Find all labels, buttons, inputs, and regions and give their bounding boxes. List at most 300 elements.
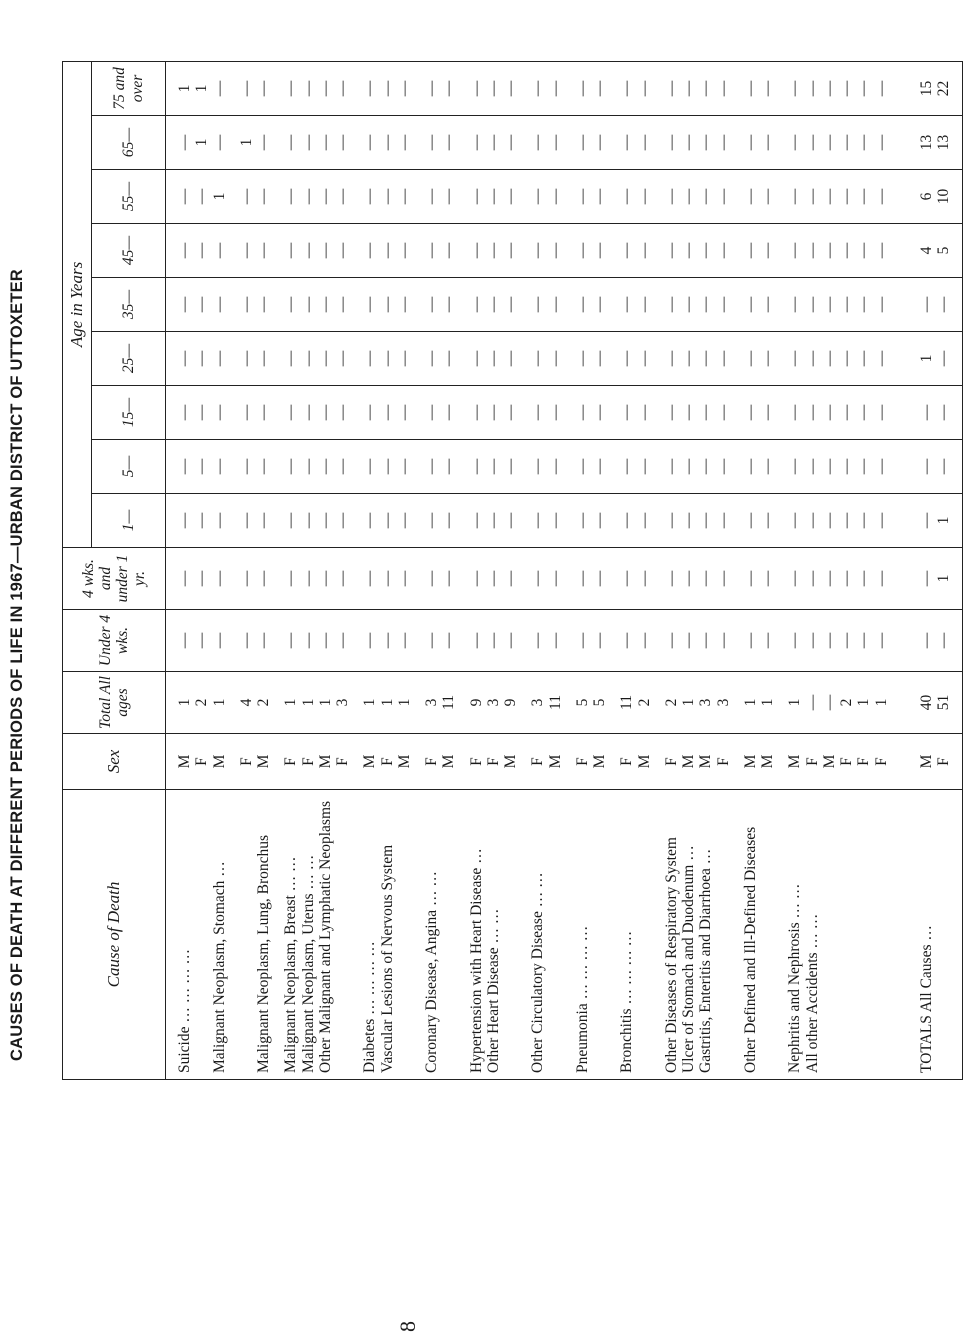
count-value: — [917,458,935,475]
count-value: — [697,242,715,259]
count-value: — [714,512,732,529]
count-value: 2 [193,698,211,707]
count-value: — [334,570,351,587]
count-value: — [714,188,732,205]
count-value: — [316,80,334,97]
count-value: — [546,404,564,421]
header-age: 1— [92,494,166,548]
row-gap [653,548,663,609]
row-gap [272,386,282,439]
sex-value: M [759,754,776,769]
row-gap [228,610,238,671]
row-gap [413,610,423,671]
count-value: 1 [299,698,317,707]
sex-value: F [334,757,351,766]
count-value: 1 [193,84,211,93]
row-gap [458,790,468,1079]
row-gap [458,62,468,115]
count-value: — [680,404,697,421]
row-gap [458,440,468,493]
count-value: — [786,404,804,421]
row-gap [952,278,962,331]
count-value: — [316,570,334,587]
count-value: — [467,296,485,313]
row-gap [608,494,618,547]
count-value: — [618,570,636,587]
count-value: — [378,458,396,475]
count-value: — [680,350,697,367]
count-value: 2 [662,698,680,707]
row-gap [890,440,918,493]
count-value: — [176,350,193,367]
count-value: — [440,632,458,649]
count-value: — [803,694,821,711]
count-value: — [361,404,379,421]
sex-value: M [395,754,413,769]
sex-value: F [618,757,636,766]
row-gap [564,734,574,789]
count-value: — [299,512,317,529]
count-value: — [440,296,458,313]
count-value: — [546,632,564,649]
count-value: — [872,458,890,475]
count-value: 2 [255,698,272,707]
count-value: — [395,458,413,475]
header-age: 75 and over [92,61,166,115]
row-gap [351,790,361,1079]
count-value: — [573,570,591,587]
sex-value: M [361,754,379,769]
count-value: — [714,80,732,97]
count-value: — [237,570,255,587]
sex-value: F [484,757,502,766]
row-gap [776,332,786,385]
count-value: — [741,570,759,587]
count-value: — [855,404,873,421]
row-gap [732,734,742,789]
count-value: — [662,570,680,587]
count-value: — [210,404,228,421]
count-value: — [502,134,519,151]
count-value: — [759,134,776,151]
count-value: — [662,632,680,649]
cause-label: Pneumonia … … … … [573,925,591,1073]
count-value: — [423,188,440,205]
count-value: — [591,296,608,313]
cause-label: Malignant Neoplasm, Breast … … [282,856,300,1073]
cause-label: Vascular Lesions of Nervous System [378,844,396,1073]
row-gap [166,734,176,789]
count-value: — [378,570,396,587]
row-gap [608,672,618,733]
count-value: — [759,350,776,367]
count-value: — [697,404,715,421]
row-gap [166,332,176,385]
count-value: — [680,570,697,587]
count-value: — [395,570,413,587]
count-value: — [714,404,732,421]
count-value: — [917,404,935,421]
cause-label [440,790,457,1079]
count-value: — [680,242,697,259]
count-value: — [334,404,351,421]
count-value: — [635,134,653,151]
sex-value: M [210,754,228,769]
count-value: — [872,632,890,649]
row-gap [952,548,962,609]
row-gap [166,224,176,277]
cause-label: Other Malignant and Lymphatic Neoplasms [316,800,334,1073]
count-value: — [697,188,715,205]
count-value: — [282,188,300,205]
count-value: — [467,134,485,151]
count-value: 1 [176,698,193,707]
count-value: — [299,296,317,313]
row-gap [890,332,918,385]
page-title: CAUSES OF DEATH AT DIFFERENT PERIODS OF LIFE IN 1967—URBAN DISTRICT OF UTTOXETER [8,269,26,1061]
count-value: — [361,512,379,529]
count-value: — [423,296,440,313]
count-value: — [467,404,485,421]
count-value: — [759,570,776,587]
row-gap [890,494,918,547]
count-value: — [820,242,838,259]
count-value: — [316,404,334,421]
count-value: — [803,80,821,97]
count-value: 5 [935,246,952,255]
count-value: 1 [361,698,379,707]
count-value: — [529,570,547,587]
row-gap [519,790,529,1079]
count-value: — [210,350,228,367]
count-value: — [635,458,653,475]
row-gap [272,548,282,609]
row-gap [732,116,742,169]
count-value: — [573,134,591,151]
row-gap [608,790,618,1079]
count-value: — [741,458,759,475]
row-gap [732,332,742,385]
count-value: — [662,188,680,205]
row-gap [228,672,238,733]
age-column [166,332,963,386]
count-value: 1 [395,698,413,707]
age-column [166,386,963,440]
row-gap [228,224,238,277]
row-gap [952,224,962,277]
count-value: — [546,458,564,475]
count-value: — [176,134,193,151]
cause-label [715,790,732,1079]
count-value: — [502,80,519,97]
count-value: — [759,296,776,313]
count-value: — [423,134,440,151]
age-column [166,278,963,332]
count-value: — [803,242,821,259]
row-gap [952,494,962,547]
count-value: — [193,188,211,205]
count-value: — [935,458,952,475]
count-value: — [820,350,838,367]
count-value: 22 [935,80,952,97]
causes-of-death-table [62,61,963,1080]
row-gap [564,610,574,671]
row-gap [564,170,574,223]
count-value: — [334,512,351,529]
count-value: — [440,458,458,475]
row-gap [776,734,786,789]
header-age: 45— [92,224,166,278]
count-value: — [316,458,334,475]
count-value: — [917,570,935,587]
count-value: — [395,632,413,649]
row-gap [776,116,786,169]
count-value: — [803,458,821,475]
row-gap [890,170,918,223]
count-value: — [193,512,211,529]
count-value: — [662,404,680,421]
count-value: — [697,512,715,529]
count-value: — [786,512,804,529]
count-value: 51 [935,694,952,711]
count-value: — [467,80,485,97]
count-value: — [255,242,272,259]
count-value: — [529,242,547,259]
row-gap [653,386,663,439]
count-value: — [917,296,935,313]
count-value: — [529,296,547,313]
count-value: — [917,632,935,649]
under-4wks-column [166,610,963,672]
count-value: — [872,404,890,421]
count-value: — [680,80,697,97]
count-value: — [803,134,821,151]
count-value: — [820,296,838,313]
count-value: — [803,404,821,421]
count-value: — [237,404,255,421]
row-gap [228,494,238,547]
table-body-row [166,61,963,1079]
count-value: — [467,242,485,259]
row-gap [890,278,918,331]
count-value: — [662,350,680,367]
count-value: — [378,134,396,151]
count-value: — [935,632,952,649]
count-value: — [635,570,653,587]
count-value: — [546,242,564,259]
count-value: 9 [467,698,485,707]
row-gap [890,386,918,439]
row-gap [952,116,962,169]
count-value: — [618,188,636,205]
count-value: — [237,512,255,529]
row-gap [732,494,742,547]
row-gap [653,116,663,169]
count-value: — [334,632,351,649]
row-gap [732,386,742,439]
count-value: — [361,350,379,367]
count-value: — [502,350,519,367]
count-value: — [618,296,636,313]
cause-label [396,790,413,1079]
sex-column [166,734,963,790]
total-column [166,672,963,734]
count-value: — [502,632,519,649]
count-value: — [741,80,759,97]
count-value: — [361,570,379,587]
row-gap [890,548,918,609]
row-gap [458,672,468,733]
count-value: — [820,632,838,649]
cause-label [935,790,952,1079]
count-value: — [282,632,300,649]
row-gap [519,610,529,671]
row-gap [890,116,918,169]
count-value: 3 [714,698,732,707]
count-value: — [237,632,255,649]
count-value: 1 [210,192,228,201]
count-value: 4 [237,698,255,707]
count-value: — [395,134,413,151]
row-gap [608,278,618,331]
count-value: — [423,512,440,529]
cause-label [547,790,564,1079]
row-gap [228,790,238,1079]
row-gap [413,672,423,733]
count-value: — [210,80,228,97]
count-value: — [591,404,608,421]
count-value: — [786,242,804,259]
sex-value: M [591,754,608,769]
sex-value: F [237,757,255,766]
count-value: — [378,632,396,649]
count-value: — [855,632,873,649]
cause-label [238,790,255,1079]
count-value: — [546,296,564,313]
count-value: — [176,296,193,313]
row-gap [776,278,786,331]
count-value: — [697,458,715,475]
sex-value: F [935,757,952,766]
row-gap [608,386,618,439]
row-gap [776,548,786,609]
count-value: 1 [935,516,952,525]
row-gap [413,494,423,547]
count-value: — [210,242,228,259]
count-value: — [573,296,591,313]
count-value: — [872,570,890,587]
count-value: — [786,80,804,97]
row-gap [166,494,176,547]
count-value: — [741,242,759,259]
count-value: 11 [618,695,636,710]
row-gap [458,278,468,331]
count-value: 1 [193,138,211,147]
count-value: — [820,80,838,97]
count-value: — [803,512,821,529]
age-column [166,116,963,170]
count-value: — [237,350,255,367]
row-gap [608,62,618,115]
sex-value: F [803,757,821,766]
age-column [166,224,963,278]
count-value: — [440,242,458,259]
count-value: — [193,296,211,313]
count-value: — [855,242,873,259]
count-value: — [820,134,838,151]
row-gap [228,170,238,223]
count-value: — [529,632,547,649]
count-value: — [680,188,697,205]
row-gap [732,170,742,223]
row-gap [952,440,962,493]
count-value: — [591,350,608,367]
cause-column [166,790,963,1080]
count-value: — [591,458,608,475]
count-value: — [440,80,458,97]
row-gap [351,386,361,439]
count-value: — [378,512,396,529]
header-age: 65— [92,116,166,170]
count-value: — [618,632,636,649]
row-gap [653,224,663,277]
count-value: — [255,570,272,587]
cause-label: Malignant Neoplasm, Stomach … [210,861,228,1073]
age-column [166,440,963,494]
header-age: 55— [92,170,166,224]
row-gap [519,548,529,609]
header-sex: Sex [63,734,166,790]
row-gap [272,790,282,1079]
count-value: — [838,570,855,587]
row-gap [272,170,282,223]
count-value: — [635,242,653,259]
row-gap [952,672,962,733]
count-value: — [395,80,413,97]
cause-label: Bronchitis … … … … [618,930,636,1073]
cause-label [502,790,519,1079]
count-value: — [316,632,334,649]
cause-label: Coronary Disease, Angina … … [423,871,440,1073]
row-gap [653,278,663,331]
header-total: Total All ages [63,672,166,734]
row-gap [564,224,574,277]
cause-label: Ulcer of Stomach and Duodenum … [680,845,697,1073]
row-gap [732,278,742,331]
row-gap [519,278,529,331]
count-value: — [546,80,564,97]
row-gap [272,440,282,493]
count-value: — [176,458,193,475]
header-cause: Cause of Death [63,790,166,1080]
count-value: — [714,134,732,151]
sex-value: M [635,754,653,769]
row-gap [351,440,361,493]
count-value: — [210,296,228,313]
cause-label [334,790,351,1079]
header-age: 5— [92,440,166,494]
count-value: — [820,404,838,421]
count-value: — [838,80,855,97]
count-value: — [237,80,255,97]
count-value: — [855,296,873,313]
count-value: — [529,458,547,475]
row-gap [166,116,176,169]
count-value: — [803,350,821,367]
count-value: — [423,404,440,421]
sex-value: M [316,754,334,769]
count-value: — [255,296,272,313]
